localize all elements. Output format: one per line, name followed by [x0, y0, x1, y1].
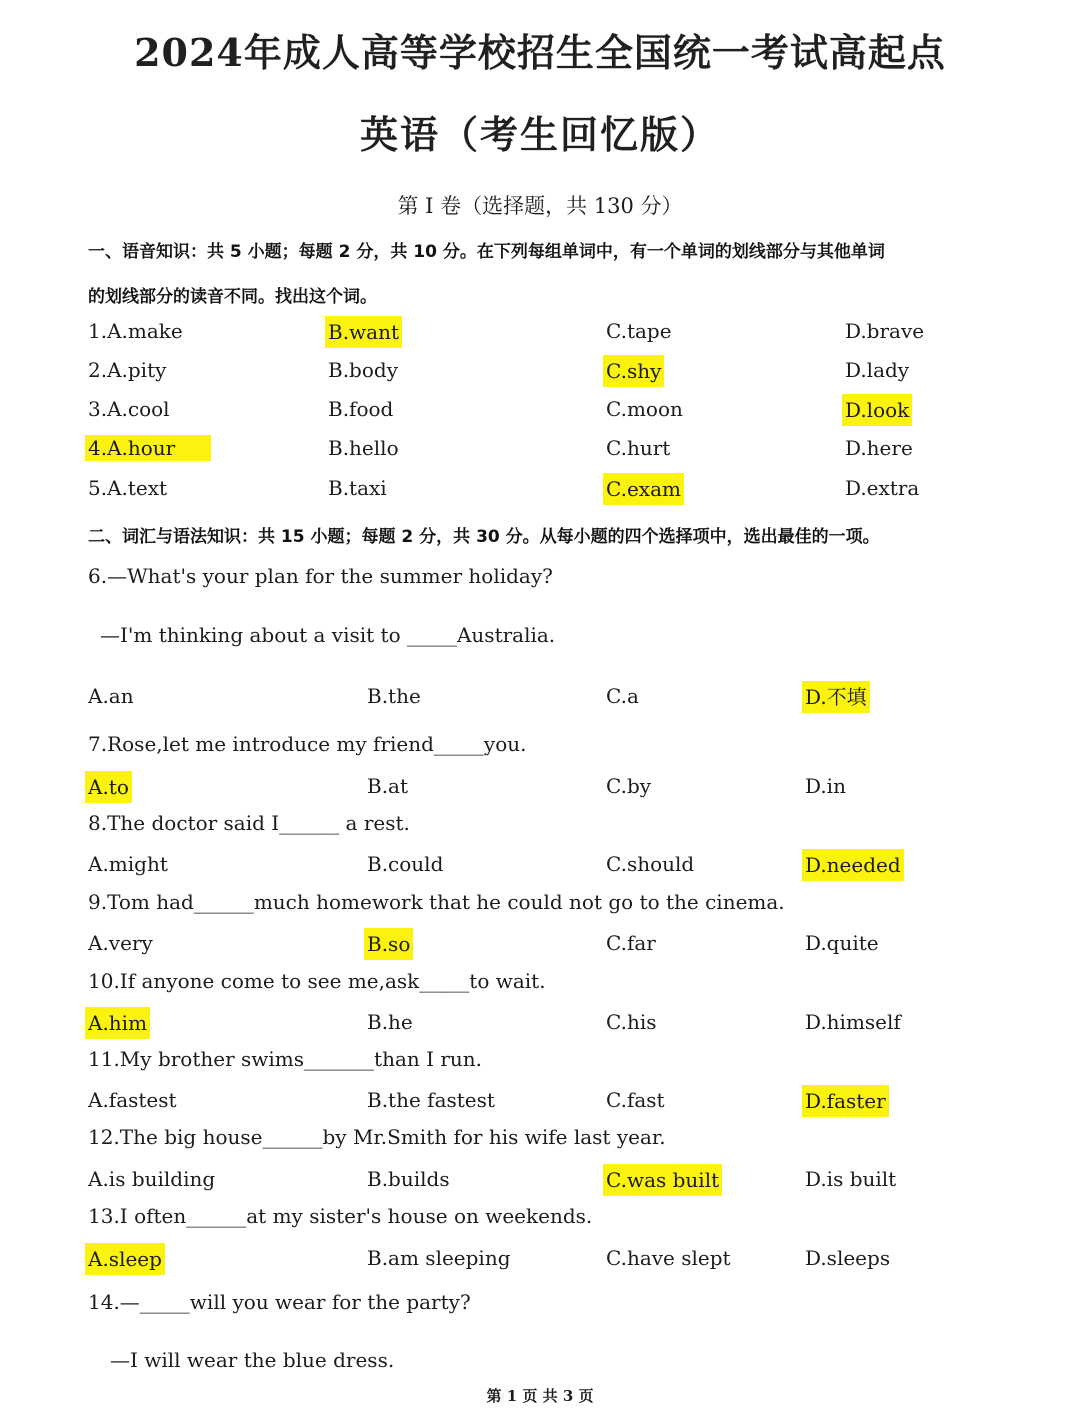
- q10-stem: 10.If anyone come to see me,ask_____to wait.: [88, 969, 546, 993]
- q11-option-c: C.fast: [606, 1088, 665, 1112]
- q3-option-d-highlighted: D.look: [842, 394, 912, 426]
- q5-option-a: 5.A.text: [88, 476, 168, 500]
- q4-row: [0, 433, 1080, 465]
- q10-option-a-highlighted: A.him: [85, 1007, 150, 1039]
- q7-options: [0, 771, 1080, 803]
- q6-option-a: A.an: [88, 684, 134, 708]
- q2-option-b: B.body: [328, 358, 398, 382]
- q7-option-b: B.at: [367, 774, 409, 798]
- q12-option-a: A.is building: [88, 1167, 216, 1191]
- q7-option-d: D.in: [805, 774, 846, 798]
- q12-option-c-highlighted: C.was built: [603, 1164, 722, 1196]
- q8-option-d-highlighted: D.needed: [802, 849, 904, 881]
- q7-option-a-highlighted: A.to: [85, 771, 132, 803]
- q13-option-a-highlighted: A.sleep: [85, 1243, 165, 1275]
- q4-option-b: B.hello: [328, 436, 399, 460]
- q10-option-b: B.he: [367, 1010, 413, 1034]
- exam-title: 2024年成人高等学校招生全国统一考试高起点: [134, 30, 946, 75]
- q12-option-b: B.builds: [367, 1167, 450, 1191]
- q14-stem-reply: —I will wear the blue dress.: [110, 1348, 395, 1372]
- q8-option-a: A.might: [88, 852, 168, 876]
- q11-options: [0, 1085, 1080, 1117]
- q13-options: [0, 1243, 1080, 1275]
- q8-option-c: C.should: [606, 852, 695, 876]
- q1-row: [0, 316, 1080, 348]
- q13-option-d: D.sleeps: [805, 1246, 891, 1270]
- q6-option-d-highlighted: D.不填: [802, 681, 870, 713]
- part-label: 第 I 卷（选择题，共 130 分）: [397, 194, 683, 218]
- q13-stem: 13.I often______at my sister's house on weekends.: [88, 1204, 593, 1228]
- q4-option-c: C.hurt: [606, 436, 671, 460]
- exam-subtitle: 英语（考生回忆版）: [359, 112, 720, 157]
- q2-row: [0, 355, 1080, 387]
- q9-option-b-highlighted: B.so: [364, 928, 413, 960]
- q7-stem: 7.Rose,let me introduce my friend_____you.: [88, 732, 527, 756]
- q1-option-b-highlighted: B.want: [325, 316, 402, 348]
- q4-option-d: D.here: [845, 436, 913, 460]
- section2-instruction: 二、词汇与语法知识：共 15 小题；每题 2 分，共 30 分。从每小题的四个选择项中，选出最佳的一项。: [88, 527, 880, 547]
- q9-option-d: D.quite: [805, 931, 879, 955]
- q9-option-a: A.very: [88, 931, 153, 955]
- q3-row: [0, 394, 1080, 426]
- q10-option-d: D.himself: [805, 1010, 901, 1034]
- q9-options: [0, 928, 1080, 960]
- q8-option-b: B.could: [367, 852, 444, 876]
- q5-option-d: D.extra: [845, 476, 920, 500]
- q1-option-a: 1.A.make: [88, 319, 183, 343]
- q6-option-c: C.a: [606, 684, 639, 708]
- q10-options: [0, 1007, 1080, 1039]
- q11-option-b: B.the fastest: [367, 1088, 495, 1112]
- section1-instruction: 一、语音知识：共 5 小题；每题 2 分，共 10 分。在下列每组单词中，有一个单词的划线部分与其他单词: [88, 242, 885, 262]
- q5-row: [0, 473, 1080, 505]
- q6-options: [0, 681, 1080, 713]
- q2-option-c-highlighted: C.shy: [603, 355, 664, 387]
- q6-stem-reply: —I'm thinking about a visit to _____Australia.: [100, 623, 556, 647]
- q13-option-c: C.have slept: [606, 1246, 731, 1270]
- q8-options: [0, 849, 1080, 881]
- q12-stem: 12.The big house______by Mr.Smith for his wife last year.: [88, 1125, 666, 1149]
- q4-option-a: [88, 433, 211, 463]
- q3-option-a: 3.A.cool: [88, 397, 170, 421]
- q11-stem: 11.My brother swims_______than I run.: [88, 1047, 483, 1071]
- q5-option-b: B.taxi: [328, 476, 387, 500]
- q13-option-b: B.am sleeping: [367, 1246, 511, 1270]
- q5-option-c-highlighted: C.exam: [603, 473, 684, 505]
- q2-option-a: 2.A.pity: [88, 358, 167, 382]
- q11-option-d-highlighted: D.faster: [802, 1085, 889, 1117]
- q7-option-c: C.by: [606, 774, 652, 798]
- q12-options: [0, 1164, 1080, 1196]
- q12-option-d: D.is built: [805, 1167, 897, 1191]
- q10-option-c: C.his: [606, 1010, 657, 1034]
- q9-stem: 9.Tom had______much homework that he could not go to the cinema.: [88, 890, 785, 914]
- section1-instruction-cont: 的划线部分的读音不同。找出这个词。: [88, 287, 377, 307]
- q3-option-c: C.moon: [606, 397, 683, 421]
- q2-option-d: D.lady: [845, 358, 910, 382]
- q9-option-c: C.far: [606, 931, 656, 955]
- q11-option-a: A.fastest: [88, 1088, 177, 1112]
- q8-stem: 8.The doctor said I______ a rest.: [88, 811, 410, 835]
- q6-stem: 6.—What's your plan for the summer holiday?: [88, 564, 553, 588]
- q14-stem: 14.—_____will you wear for the party?: [88, 1290, 471, 1314]
- q6-option-b: B.the: [367, 684, 421, 708]
- q1-option-d: D.brave: [845, 319, 925, 343]
- q1-option-c: C.tape: [606, 319, 672, 343]
- q3-option-b: B.food: [328, 397, 394, 421]
- page-number: 第 1 页 共 3 页: [486, 1387, 594, 1405]
- q4-option-a-highlighted: 4.A.hour: [85, 435, 211, 461]
